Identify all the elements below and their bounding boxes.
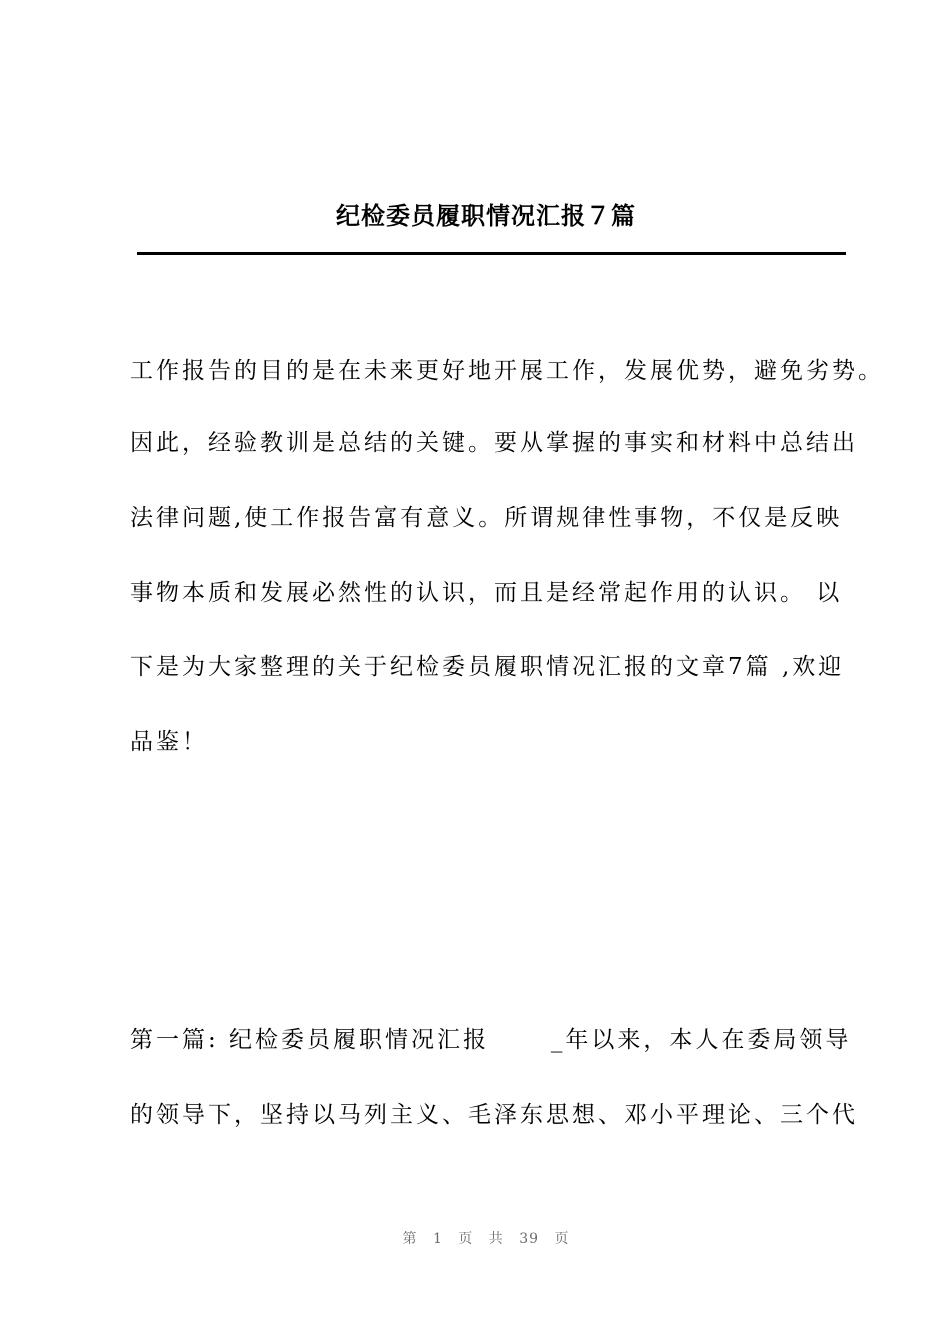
- intro-line: 品鉴！: [130, 729, 208, 755]
- intro-line: 下是为大家整理的关于纪检委员履职情况汇报的文章7篇 ,欢迎: [130, 654, 845, 680]
- intro-line: 法律问题,使工作报告富有意义。所谓规律性事物，不仅是反映: [130, 505, 843, 531]
- intro-line: 因此，经验教训是总结的关键。要从掌握的事实和材料中总结出: [130, 430, 858, 456]
- section-line: 的领导下，坚持以马列主义、毛泽东思想、邓小平理论、三个代: [130, 1102, 858, 1128]
- title-divider: [137, 252, 846, 255]
- document-title: 纪检委员履职情况汇报７篇: [336, 201, 636, 230]
- page-footer: 第 1 页 共 39 页: [402, 1231, 570, 1247]
- section-line: 第一篇: 纪检委员履职情况汇报 _年以来，本人在委局领导: [130, 1027, 852, 1053]
- intro-line: 事物本质和发展必然性的认识，而且是经常起作用的认识。 以: [130, 580, 843, 606]
- intro-line: 工作报告的目的是在未来更好地开展工作，发展优势，避免劣势。: [130, 358, 884, 384]
